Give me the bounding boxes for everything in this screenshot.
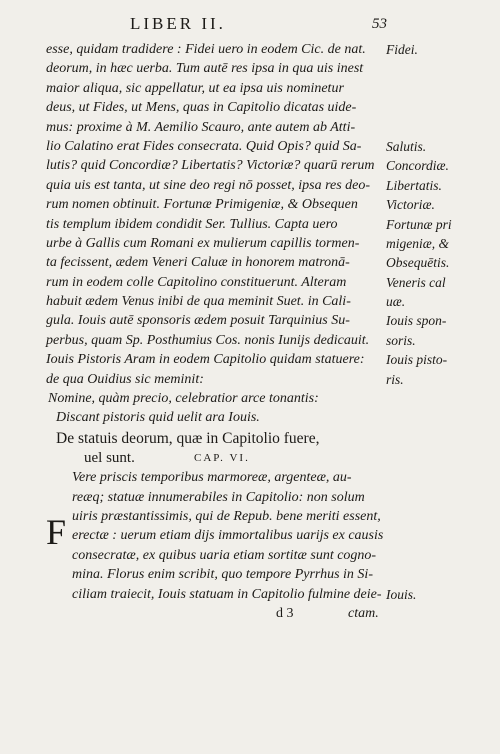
running-title: LIBER II. xyxy=(130,14,226,33)
chapter-text xyxy=(46,468,478,604)
text-line xyxy=(46,565,478,584)
text-line xyxy=(46,468,478,487)
line-text: lutis? quid Concordiæ? Libertatis? Victoriæ? quarū rerum xyxy=(46,158,375,174)
marginal-note: ris. xyxy=(386,371,404,387)
text-line xyxy=(46,507,478,526)
text-line xyxy=(46,79,478,98)
line-text: quia uis est tanta, ut sine deo regi nō posset, ipsa res deo- xyxy=(46,177,371,193)
text-line xyxy=(46,273,478,292)
line-text: reæq; statuæ innumerabiles in Capitolio: non solum xyxy=(72,489,365,505)
chapter-title-end: uel sunt. xyxy=(84,449,135,466)
line-text: rum in eodem colle Capitolino constituerunt. Alteram xyxy=(46,274,347,290)
line-text: ciliam traiecit, Iouis statuam in Capitolio fulmine deie- xyxy=(72,586,382,602)
drop-cap: F xyxy=(46,512,67,552)
line-text: deorum, in hæc uerba. Tum autē res ipsa in qua uis inest xyxy=(46,61,364,77)
text-line xyxy=(46,156,478,175)
line-text: Iouis Pistoris Aram in eodem Capitolio quidam statuere: xyxy=(46,352,365,368)
line-text: ta fecissent, ædem Veneri Caluæ in honorem matronā- xyxy=(46,255,350,271)
verse-text: Nomine, quàm precio, celebratior arce tonantis: xyxy=(48,391,319,407)
text-line xyxy=(46,585,478,604)
line-text: gula. Iouis autē sponsoris ædem posuit Tarquinius Su- xyxy=(46,313,350,329)
running-header xyxy=(0,14,500,38)
marginal-note: Iouis pisto- xyxy=(386,352,448,368)
text-line xyxy=(46,292,478,311)
marginal-note: Veneris cal xyxy=(386,274,446,290)
line-text: tis templum ibidem condidit Ser. Tullius. Capta uero xyxy=(46,216,338,232)
text-line xyxy=(46,118,478,137)
marginal-note: Concordiæ. xyxy=(386,158,449,174)
text-line xyxy=(46,59,478,78)
signature-mark: d 3 xyxy=(276,605,294,621)
main-text xyxy=(46,40,478,389)
line-text: mus: proxime à M. Aemilio Scauro, ante autem ab Atti- xyxy=(46,119,356,135)
text-line xyxy=(46,234,478,253)
line-text: deus, ut Fides, ut Mens, quas in Capitolio dicatas uide- xyxy=(46,100,357,116)
chapter-heading xyxy=(46,428,478,449)
text-line xyxy=(46,546,478,565)
line-text: erectæ : uerum etiam dijs immortalibus uarijs ex causis xyxy=(72,528,384,544)
catchword: ctam. xyxy=(348,605,379,621)
page-number: 53 xyxy=(372,16,387,32)
text-line xyxy=(46,137,478,156)
marginal-note: Victoriæ. xyxy=(386,197,435,213)
line-text: Vere priscis temporibus marmoreæ, argenteæ, au- xyxy=(72,470,352,486)
line-text: uiris præstantissimis, qui de Repub. bene meriti essent, xyxy=(72,508,381,524)
marginal-note: Fidei. xyxy=(386,42,418,57)
text-line xyxy=(46,253,478,272)
text-line xyxy=(46,176,478,195)
marginal-note: Iouis spon- xyxy=(386,313,447,329)
chapter-title: De statuis deorum, quæ in Capitolio fuere, xyxy=(56,429,320,447)
line-text: perbus, quam Sp. Posthumius Cos. nonis Iunijs dedicauit. xyxy=(46,332,370,348)
line-text: urbe à Gallis cum Romani ex mulierum capillis tormen- xyxy=(46,235,360,251)
marginal-note: soris. xyxy=(386,332,416,348)
text-line xyxy=(46,195,478,214)
marginal-note: Iouis. xyxy=(386,586,417,602)
line-text: de qua Ouidius sic meminit: xyxy=(46,371,204,387)
verse-line xyxy=(46,389,478,408)
line-text: rum nomen obtinuit. Fortunæ Primigeniæ, & Obsequen xyxy=(46,197,358,213)
marginal-note: Salutis. xyxy=(386,138,427,154)
line-text: mina. Florus enim scribit, quo tempore Pyrrhus in Si- xyxy=(72,567,373,583)
text-line xyxy=(46,526,478,545)
line-text: esse, quidam tradidere : Fidei uero in eodem Cic. de nat. xyxy=(46,42,366,57)
text-line xyxy=(46,331,478,350)
text-line xyxy=(46,98,478,117)
text-line xyxy=(46,488,478,507)
text-line xyxy=(46,350,478,369)
chapter-heading-continued xyxy=(46,449,478,468)
marginal-note: Libertatis. xyxy=(386,177,442,193)
verse-line xyxy=(46,408,478,427)
text-line xyxy=(46,215,478,234)
line-text: maior aliqua, sic appellatur, ut ea ipsa uis nominetur xyxy=(46,80,344,96)
chapter-number: CAP. VI. xyxy=(194,451,250,464)
marginal-note: Obsequētis. xyxy=(386,255,450,271)
marginal-note: uæ. xyxy=(386,294,406,310)
line-text: habuit ædem Venus inibi de qua meminit Suet. in Cali- xyxy=(46,294,351,310)
marginal-note: Fortunæ pri xyxy=(386,216,452,232)
verse-text: Discant pistoris quid uelit ara Iouis. xyxy=(56,410,260,426)
text-block xyxy=(46,40,478,623)
footer-line xyxy=(46,604,478,623)
text-line xyxy=(46,311,478,330)
marginal-note: migeniæ, & xyxy=(386,235,449,251)
text-line xyxy=(46,370,478,389)
text-line xyxy=(46,40,478,59)
line-text: consecratæ, ex quibus uaria etiam sortitæ sunt cogno- xyxy=(72,547,377,563)
line-text: lio Calatino erat Fides consecrata. Quid Opis? quid Sa- xyxy=(46,138,362,154)
